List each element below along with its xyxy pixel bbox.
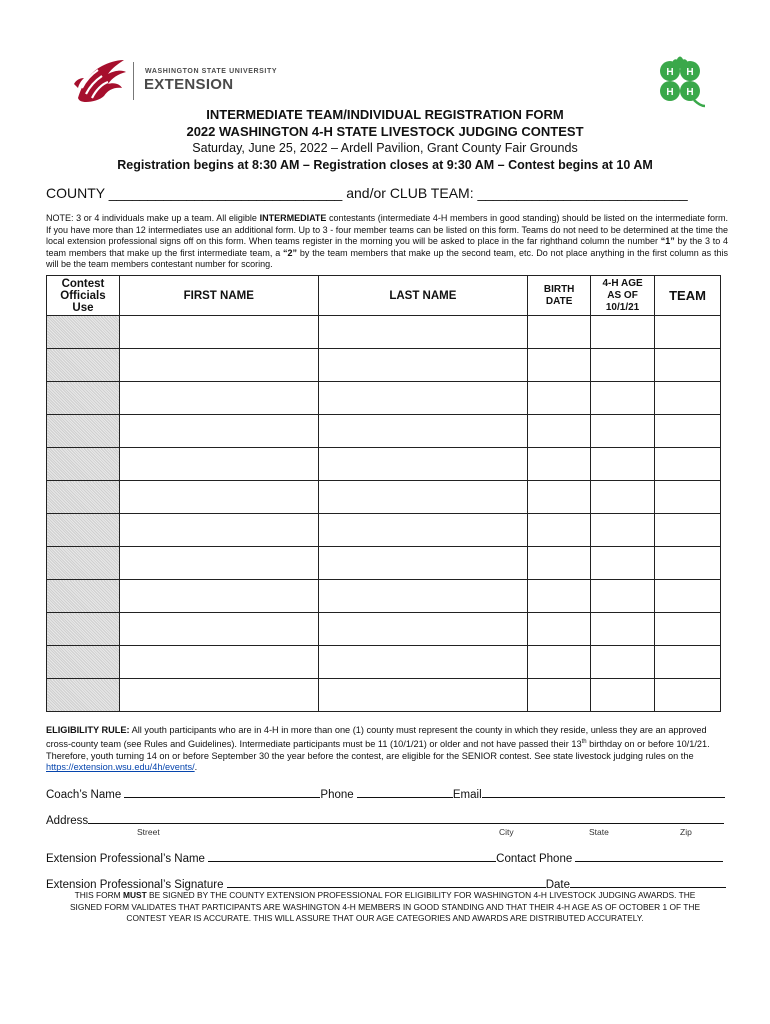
table-row xyxy=(47,679,721,712)
phone-field[interactable] xyxy=(357,787,453,798)
club-team-blank[interactable]: ________________________ xyxy=(477,185,665,201)
header xyxy=(0,0,770,110)
state-sublabel: State xyxy=(589,827,609,837)
officials-use-cell xyxy=(47,481,120,514)
footer-text: BE SIGNED BY THE COUNTY EXTENSION PROFESSIONAL FOR ELIGIBILITY FOR WASHINGTON 4-H LIVESTOCK JUDGING AWARDS. THE SIGNED FORM VALIDATES THAT PARTICIPANTS ARE WASHINGTON 4-H MEMBERS IN GOOD STANDING AND THAT THEIR 4-H AGE AS OF OCTOBER 1 OF THE CONTEST YEAR IS ACCURATE. THIS WILL ASSURE THAT OUR AGE CATEGORIES AND AWARDS ARE DISTRIBUTED ACCURATELY. xyxy=(69,890,701,924)
age-cell[interactable] xyxy=(591,646,655,679)
phone-label: Phone xyxy=(320,789,354,801)
birth-date-cell[interactable] xyxy=(528,382,591,415)
officials-use-cell xyxy=(47,580,120,613)
note-text: contestants (intermediate 4-H members in good standing) should be listed on the intermediate form. If you have more than 12 intermediates use an additional form. Up to 3 - four member teams can be listed on this form. Teams do not need to be determined at the time the local extension professional signs off on this form. When teams register in the morning you will be asked to place in the far righthand column the number xyxy=(46,213,728,247)
four-h-clover-icon xyxy=(654,56,706,108)
team-cell[interactable] xyxy=(655,382,721,415)
age-cell[interactable] xyxy=(591,547,655,580)
club-team-label: and/or CLUB TEAM: xyxy=(346,185,474,201)
birth-date-cell[interactable] xyxy=(528,316,591,349)
officials-use-cell xyxy=(47,514,120,547)
age-cell[interactable] xyxy=(591,349,655,382)
last-name-cell[interactable] xyxy=(318,481,528,514)
note-number-two: “2” xyxy=(283,247,298,258)
table-row xyxy=(47,514,721,547)
last-name-cell[interactable] xyxy=(318,547,528,580)
first-name-cell[interactable] xyxy=(119,613,318,646)
header-text: Contest xyxy=(61,277,105,290)
birth-date-cell[interactable] xyxy=(528,415,591,448)
team-cell[interactable] xyxy=(655,646,721,679)
extension-name-field[interactable] xyxy=(208,851,496,862)
team-cell[interactable] xyxy=(655,316,721,349)
note-number-one: “1” xyxy=(660,236,675,247)
last-name-cell[interactable] xyxy=(318,316,528,349)
team-cell[interactable] xyxy=(655,481,721,514)
contest-date-location: Saturday, June 25, 2022 – Ardell Pavilion, Grant County Fair Grounds xyxy=(192,141,578,155)
county-line xyxy=(46,185,688,201)
age-cell[interactable] xyxy=(591,580,655,613)
address-field[interactable] xyxy=(88,813,724,824)
age-cell[interactable] xyxy=(591,679,655,712)
registration-times: Registration begins at 8:30 AM – Registration closes at 9:30 AM – Contest begins at 10 AM xyxy=(117,158,653,172)
team-cell[interactable] xyxy=(655,448,721,481)
eligibility-text: All youth participants who are in 4-H in more than one (1) county must represent the county in which they reside, unless they are an approved cross-county team (see Rules and Guidelines). Intermediate participants must be 11 (10/1/21) or older and not have passed their 13 xyxy=(46,725,707,749)
officials-use-cell xyxy=(47,448,120,481)
address-label: Address xyxy=(46,815,89,827)
table-row xyxy=(47,613,721,646)
officials-use-cell xyxy=(47,547,120,580)
header-text: 10/1/21 xyxy=(605,301,640,313)
registration-table xyxy=(46,275,721,712)
extension-name-row xyxy=(46,851,723,865)
age-cell[interactable] xyxy=(591,382,655,415)
age-cell[interactable] xyxy=(591,448,655,481)
age-cell[interactable] xyxy=(591,316,655,349)
header-text: Officials xyxy=(60,289,106,302)
zip-sublabel: Zip xyxy=(680,827,692,837)
age-cell[interactable] xyxy=(591,481,655,514)
table-row xyxy=(47,382,721,415)
extension-name-label: Extension Professional’s Name xyxy=(46,853,205,865)
table-row xyxy=(47,580,721,613)
last-name-cell[interactable] xyxy=(318,580,528,613)
birth-date-cell[interactable] xyxy=(528,613,591,646)
birth-date-cell[interactable] xyxy=(528,514,591,547)
note-text: by the 3 to 4 team members that make up the first intermediate team, a xyxy=(46,236,729,258)
first-name-cell[interactable] xyxy=(119,316,318,349)
clover-letter: H xyxy=(686,87,694,98)
eligibility-rule xyxy=(46,725,728,774)
officials-use-cell xyxy=(47,415,120,448)
header-contest-officials xyxy=(47,276,120,316)
officials-use-cell xyxy=(47,613,120,646)
clover-letter: H xyxy=(666,67,674,78)
first-name-cell[interactable] xyxy=(119,514,318,547)
events-link[interactable]: https://extension.wsu.edu/4h/events/ xyxy=(46,762,195,773)
birth-date-cell[interactable] xyxy=(528,481,591,514)
coach-name-field[interactable] xyxy=(124,787,320,798)
first-name-cell[interactable] xyxy=(119,481,318,514)
contact-phone-field[interactable] xyxy=(575,851,723,862)
clover-letter: H xyxy=(686,67,694,78)
header-last-name: LAST NAME xyxy=(318,276,528,316)
birth-date-cell[interactable] xyxy=(528,580,591,613)
age-cell[interactable] xyxy=(591,613,655,646)
county-label: COUNTY xyxy=(46,185,105,201)
last-name-cell[interactable] xyxy=(318,514,528,547)
table-row xyxy=(47,316,721,349)
table-row xyxy=(47,349,721,382)
birth-date-cell[interactable] xyxy=(528,679,591,712)
date-label: Date xyxy=(545,879,571,891)
extension-signature-label: Extension Professional’s Signature xyxy=(46,879,224,891)
team-cell[interactable] xyxy=(655,580,721,613)
eligibility-label: ELIGIBILITY RULE: xyxy=(46,725,130,735)
first-name-cell[interactable] xyxy=(119,646,318,679)
wsu-name: WASHINGTON STATE UNIVERSITY xyxy=(145,68,278,75)
last-name-cell[interactable] xyxy=(318,613,528,646)
email-field[interactable] xyxy=(482,787,725,798)
first-name-cell[interactable] xyxy=(119,448,318,481)
header-4h-age xyxy=(591,276,655,316)
officials-use-cell xyxy=(47,316,120,349)
extension-signature-field[interactable] xyxy=(227,877,546,888)
header-text: DATE xyxy=(545,295,573,307)
age-cell[interactable] xyxy=(591,514,655,547)
footer-text: THIS FORM xyxy=(74,890,123,900)
clover-letter: H xyxy=(666,87,674,98)
birth-date-cell[interactable] xyxy=(528,349,591,382)
first-name-cell[interactable] xyxy=(119,349,318,382)
eligibility-superscript: th xyxy=(581,738,587,745)
team-cell[interactable] xyxy=(655,547,721,580)
last-name-cell[interactable] xyxy=(318,646,528,679)
last-name-cell[interactable] xyxy=(318,679,528,712)
officials-use-cell xyxy=(47,679,120,712)
first-name-cell[interactable] xyxy=(119,382,318,415)
officials-use-cell xyxy=(47,382,120,415)
coach-name-label: Coach’s Name xyxy=(46,789,122,801)
footer-must: MUST xyxy=(122,890,147,900)
last-name-cell[interactable] xyxy=(318,349,528,382)
team-cell[interactable] xyxy=(655,514,721,547)
team-cell[interactable] xyxy=(655,415,721,448)
address-row xyxy=(46,813,724,827)
wsu-cougar-logo-icon xyxy=(72,54,128,104)
birth-date-cell[interactable] xyxy=(528,646,591,679)
contact-phone-label: Contact Phone xyxy=(496,853,573,865)
contest-title: 2022 WASHINGTON 4-H STATE LIVESTOCK JUDGING CONTEST xyxy=(186,124,584,139)
team-cell[interactable] xyxy=(655,613,721,646)
header-text: BIRTH xyxy=(543,283,575,295)
birth-date-cell[interactable] xyxy=(528,448,591,481)
officials-use-cell xyxy=(47,349,120,382)
date-field[interactable] xyxy=(570,877,726,888)
note-text: NOTE: 3 or 4 individuals make up a team. All eligible xyxy=(46,213,260,223)
signature-notice xyxy=(60,890,710,925)
note-paragraph xyxy=(46,213,728,271)
header-text: Use xyxy=(72,301,94,314)
last-name-cell[interactable] xyxy=(318,382,528,415)
last-name-cell[interactable] xyxy=(318,448,528,481)
table-header-row xyxy=(47,276,721,316)
officials-use-cell xyxy=(47,646,120,679)
form-title: INTERMEDIATE TEAM/INDIVIDUAL REGISTRATION FORM xyxy=(206,107,564,122)
team-cell[interactable] xyxy=(655,349,721,382)
form-titles xyxy=(0,106,770,174)
first-name-cell[interactable] xyxy=(119,547,318,580)
club-team-blank-end[interactable]: ___ xyxy=(664,185,688,201)
extension-signature-row xyxy=(46,877,726,891)
team-cell[interactable] xyxy=(655,679,721,712)
table-row xyxy=(47,415,721,448)
note-text: by the team members that make up the second team, etc. Do not place anything in the first column as this will be the team members contestant number for scoring. xyxy=(46,247,728,270)
table-row xyxy=(47,646,721,679)
header-first-name: FIRST NAME xyxy=(119,276,318,316)
first-name-cell[interactable] xyxy=(119,415,318,448)
last-name-cell[interactable] xyxy=(318,415,528,448)
wsu-extension: EXTENSION xyxy=(144,76,234,93)
eligibility-end: . xyxy=(194,762,198,773)
header-text: 4-H AGE xyxy=(602,277,643,289)
email-label: Email xyxy=(452,789,482,801)
header-text: AS OF xyxy=(607,289,638,301)
table-row xyxy=(47,481,721,514)
header-birth-date xyxy=(528,276,591,316)
table-row xyxy=(47,448,721,481)
eligibility-text: birthday on or before 10/1/21. Therefore, youth turning 14 on or before September 30 the year before the contest, are eligible for the SENIOR contest. See state livestock judging rules on the xyxy=(46,738,710,761)
first-name-cell[interactable] xyxy=(119,580,318,613)
table-row xyxy=(47,547,721,580)
note-bold-intermediate: INTERMEDIATE xyxy=(259,213,327,223)
coach-row xyxy=(46,787,725,801)
age-cell[interactable] xyxy=(591,415,655,448)
street-sublabel: Street xyxy=(137,827,160,837)
first-name-cell[interactable] xyxy=(119,679,318,712)
header-team: TEAM xyxy=(655,276,721,316)
county-blank[interactable]: ______________________________ xyxy=(108,185,343,201)
birth-date-cell[interactable] xyxy=(528,547,591,580)
city-sublabel: City xyxy=(499,827,514,837)
logo-divider xyxy=(133,62,134,100)
